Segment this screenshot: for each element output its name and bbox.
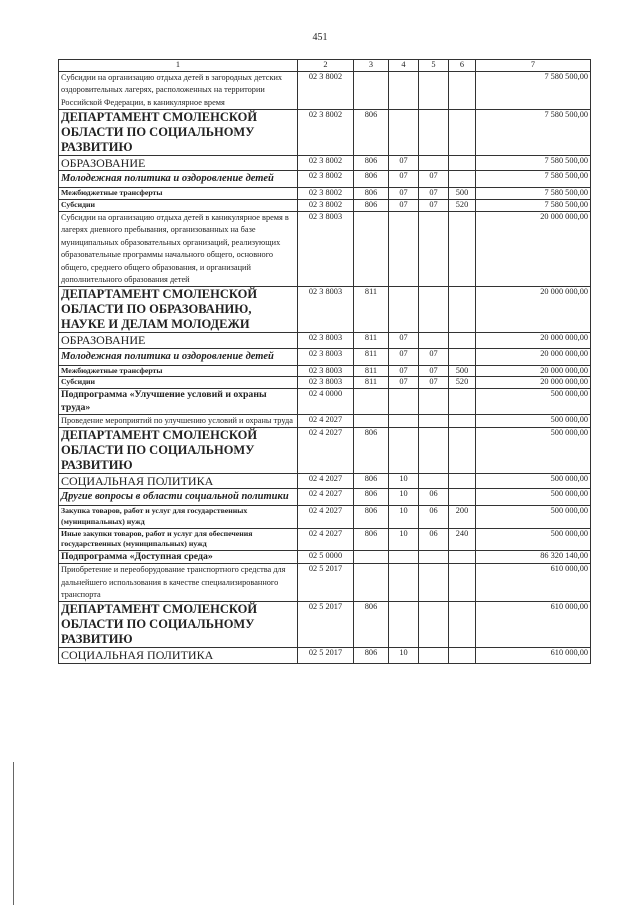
row-amount-cell: 610 000,00 [476,564,591,602]
row-col6-cell: 520 [449,377,476,389]
page-number: 451 [312,32,328,43]
row-code-cell: 02 3 8002 [298,155,354,170]
row-name-cell: Подпрограмма «Доступная среда» [59,550,298,563]
table-row [59,489,591,506]
row-code-cell: 02 4 2027 [298,414,354,427]
row-name-cell: Субсидии [59,377,298,389]
row-col3-cell: 811 [354,365,389,377]
row-col4-cell: 10 [389,528,419,550]
row-code-cell: 02 5 2017 [298,648,354,663]
row-col3-cell [354,550,389,563]
header-col-1: 1 [59,60,298,72]
row-code-cell: 02 3 8002 [298,188,354,200]
row-col6-cell [449,564,476,602]
row-code-cell: 02 4 2027 [298,474,354,489]
row-col4-cell [389,602,419,648]
row-col6-cell [449,348,476,365]
header-col-6: 6 [449,60,476,72]
row-code-cell: 02 3 8003 [298,377,354,389]
row-col6-cell [449,602,476,648]
row-col5-cell: 07 [419,171,449,188]
row-col4-cell: 10 [389,489,419,506]
row-amount-cell: 7 580 500,00 [476,110,591,156]
row-name-cell: ДЕПАРТАМЕНТ СМОЛЕНСКОЙ ОБЛАСТИ ПО ОБРАЗОВАНИЮ, НАУКЕ И ДЕЛАМ МОЛОДЕЖИ [59,287,298,333]
row-col4-cell: 10 [389,506,419,528]
row-name-cell: Субсидии на организацию отдыха детей в каникулярное время в лагерях дневного пребывания, организованных на базе муниципальных образовательных организаций, реализующих образовательные программы начального общего, основного общего, среднего общего образования, и организаций дополнительного образования детей [59,211,298,286]
table-row [59,648,591,663]
row-col5-cell: 07 [419,348,449,365]
row-col5-cell: 07 [419,200,449,212]
row-col5-cell [419,110,449,156]
row-col6-cell [449,72,476,110]
row-code-cell: 02 3 8003 [298,348,354,365]
header-col-2: 2 [298,60,354,72]
row-col3-cell: 806 [354,528,389,550]
row-col6-cell [449,550,476,563]
row-col5-cell [419,389,449,415]
row-col4-cell [389,564,419,602]
row-col6-cell [449,489,476,506]
table-row [59,474,591,489]
row-amount-cell: 7 580 500,00 [476,155,591,170]
row-col3-cell: 806 [354,506,389,528]
row-code-cell: 02 3 8003 [298,365,354,377]
row-col4-cell: 07 [389,348,419,365]
row-col6-cell [449,211,476,286]
row-col4-cell [389,389,419,415]
row-name-cell: ОБРАЗОВАНИЕ [59,333,298,348]
row-col3-cell: 806 [354,200,389,212]
row-col4-cell: 07 [389,188,419,200]
row-col4-cell: 07 [389,200,419,212]
row-col3-cell: 806 [354,110,389,156]
table-row [59,377,591,389]
row-col3-cell: 806 [354,171,389,188]
row-col3-cell [354,72,389,110]
row-amount-cell: 20 000 000,00 [476,211,591,286]
row-col4-cell: 10 [389,474,419,489]
row-amount-cell: 500 000,00 [476,414,591,427]
row-col3-cell: 806 [354,648,389,663]
row-col3-cell: 806 [354,155,389,170]
row-col6-cell [449,110,476,156]
row-amount-cell: 20 000 000,00 [476,365,591,377]
table-row [59,211,591,286]
row-col3-cell [354,564,389,602]
row-col6-cell: 240 [449,528,476,550]
table-row [59,110,591,156]
row-col3-cell [354,389,389,415]
row-col4-cell: 07 [389,377,419,389]
row-name-cell: Проведение мероприятий по улучшению условий и охраны труда [59,414,298,427]
table-row [59,72,591,110]
row-col5-cell [419,211,449,286]
table-row [59,171,591,188]
row-col3-cell: 811 [354,333,389,348]
table-row [59,287,591,333]
row-code-cell: 02 4 2027 [298,489,354,506]
row-col6-cell: 500 [449,365,476,377]
row-col4-cell [389,110,419,156]
row-col6-cell [449,287,476,333]
row-col5-cell [419,474,449,489]
row-col5-cell [419,333,449,348]
row-code-cell: 02 4 2027 [298,428,354,474]
table-row [59,506,591,528]
row-name-cell: Субсидии на организацию отдыха детей в загородных детских оздоровительных лагерях, расположенных на территории Российской Федерации, в каникулярное время [59,72,298,110]
table-body [59,72,591,664]
table-row [59,414,591,427]
row-col3-cell: 806 [354,188,389,200]
row-col3-cell: 811 [354,348,389,365]
row-col4-cell [389,550,419,563]
table-row [59,550,591,563]
row-col3-cell: 806 [354,428,389,474]
row-col6-cell [449,333,476,348]
row-col4-cell [389,287,419,333]
table-row [59,428,591,474]
row-code-cell: 02 3 8003 [298,287,354,333]
row-amount-cell: 500 000,00 [476,428,591,474]
row-col3-cell: 806 [354,489,389,506]
row-col5-cell: 07 [419,365,449,377]
row-amount-cell: 500 000,00 [476,389,591,415]
table-row [59,564,591,602]
table-row [59,602,591,648]
header-col-4: 4 [389,60,419,72]
row-code-cell: 02 4 2027 [298,528,354,550]
row-name-cell: СОЦИАЛЬНАЯ ПОЛИТИКА [59,648,298,663]
row-col5-cell [419,428,449,474]
table-row [59,528,591,550]
row-col4-cell: 07 [389,155,419,170]
row-col5-cell [419,287,449,333]
row-amount-cell: 610 000,00 [476,602,591,648]
row-col4-cell: 10 [389,648,419,663]
row-code-cell: 02 3 8003 [298,211,354,286]
row-name-cell: СОЦИАЛЬНАЯ ПОЛИТИКА [59,474,298,489]
row-col5-cell: 06 [419,528,449,550]
row-name-cell: Субсидии [59,200,298,212]
row-col4-cell: 07 [389,333,419,348]
row-col5-cell [419,72,449,110]
row-col3-cell [354,414,389,427]
row-code-cell: 02 4 0000 [298,389,354,415]
row-col5-cell [419,550,449,563]
row-col6-cell: 500 [449,188,476,200]
table-row [59,188,591,200]
row-col6-cell [449,171,476,188]
row-code-cell: 02 3 8002 [298,171,354,188]
row-col4-cell [389,72,419,110]
row-amount-cell: 7 580 500,00 [476,171,591,188]
table-row [59,389,591,415]
row-name-cell: Закупка товаров, работ и услуг для государственных (муниципальных) нужд [59,506,298,528]
row-amount-cell: 20 000 000,00 [476,348,591,365]
row-amount-cell: 7 580 500,00 [476,188,591,200]
row-code-cell: 02 5 2017 [298,564,354,602]
row-amount-cell: 86 320 140,00 [476,550,591,563]
row-amount-cell: 610 000,00 [476,648,591,663]
table-row [59,348,591,365]
row-col4-cell: 07 [389,365,419,377]
row-name-cell: ОБРАЗОВАНИЕ [59,155,298,170]
row-col6-cell: 520 [449,200,476,212]
row-col5-cell: 06 [419,506,449,528]
header-row [59,60,591,72]
row-amount-cell: 20 000 000,00 [476,333,591,348]
row-col4-cell: 07 [389,171,419,188]
row-col4-cell [389,211,419,286]
row-name-cell: Межбюджетные трансферты [59,188,298,200]
row-col5-cell: 07 [419,377,449,389]
row-col4-cell [389,414,419,427]
row-name-cell: Другие вопросы в области социальной политики [59,489,298,506]
row-amount-cell: 500 000,00 [476,528,591,550]
row-col6-cell: 200 [449,506,476,528]
row-code-cell: 02 3 8002 [298,200,354,212]
table-row [59,155,591,170]
header-col-7: 7 [476,60,591,72]
row-col6-cell [449,648,476,663]
row-col3-cell [354,211,389,286]
row-name-cell: ДЕПАРТАМЕНТ СМОЛЕНСКОЙ ОБЛАСТИ ПО СОЦИАЛЬНОМУ РАЗВИТИЮ [59,110,298,156]
row-col6-cell [449,155,476,170]
row-col5-cell: 06 [419,489,449,506]
row-amount-cell: 500 000,00 [476,489,591,506]
row-name-cell: Молодежная политика и оздоровление детей [59,348,298,365]
row-name-cell: Приобретение и переоборудование транспортного средства для дальнейшего использования в качестве специализированного транспорта [59,564,298,602]
row-code-cell: 02 3 8002 [298,72,354,110]
row-col3-cell: 811 [354,287,389,333]
row-amount-cell: 20 000 000,00 [476,287,591,333]
table-row [59,365,591,377]
row-code-cell: 02 3 8003 [298,333,354,348]
row-col5-cell [419,564,449,602]
row-name-cell: Иные закупки товаров, работ и услуг для обеспечения государственных (муниципальных) нужд [59,528,298,550]
row-amount-cell: 20 000 000,00 [476,377,591,389]
row-name-cell: ДЕПАРТАМЕНТ СМОЛЕНСКОЙ ОБЛАСТИ ПО СОЦИАЛЬНОМУ РАЗВИТИЮ [59,428,298,474]
row-col5-cell [419,648,449,663]
header-col-5: 5 [419,60,449,72]
row-col5-cell [419,602,449,648]
row-col6-cell [449,414,476,427]
row-col3-cell: 806 [354,602,389,648]
row-amount-cell: 500 000,00 [476,506,591,528]
row-amount-cell: 500 000,00 [476,474,591,489]
row-col5-cell: 07 [419,188,449,200]
scan-edge-line [13,762,14,905]
row-col5-cell [419,155,449,170]
row-code-cell: 02 3 8002 [298,110,354,156]
row-name-cell: ДЕПАРТАМЕНТ СМОЛЕНСКОЙ ОБЛАСТИ ПО СОЦИАЛЬНОМУ РАЗВИТИЮ [59,602,298,648]
row-col3-cell: 806 [354,474,389,489]
row-name-cell: Молодежная политика и оздоровление детей [59,171,298,188]
row-col6-cell [449,474,476,489]
header-col-3: 3 [354,60,389,72]
row-code-cell: 02 4 2027 [298,506,354,528]
table-row [59,200,591,212]
row-amount-cell: 7 580 500,00 [476,200,591,212]
row-amount-cell: 7 580 500,00 [476,72,591,110]
row-col4-cell [389,428,419,474]
row-name-cell: Межбюджетные трансферты [59,365,298,377]
row-code-cell: 02 5 2017 [298,602,354,648]
row-col6-cell [449,389,476,415]
row-name-cell: Подпрограмма «Улучшение условий и охраны труда» [59,389,298,415]
row-col5-cell [419,414,449,427]
row-code-cell: 02 5 0000 [298,550,354,563]
budget-table [58,59,591,664]
row-col3-cell: 811 [354,377,389,389]
table-row [59,333,591,348]
row-col6-cell [449,428,476,474]
